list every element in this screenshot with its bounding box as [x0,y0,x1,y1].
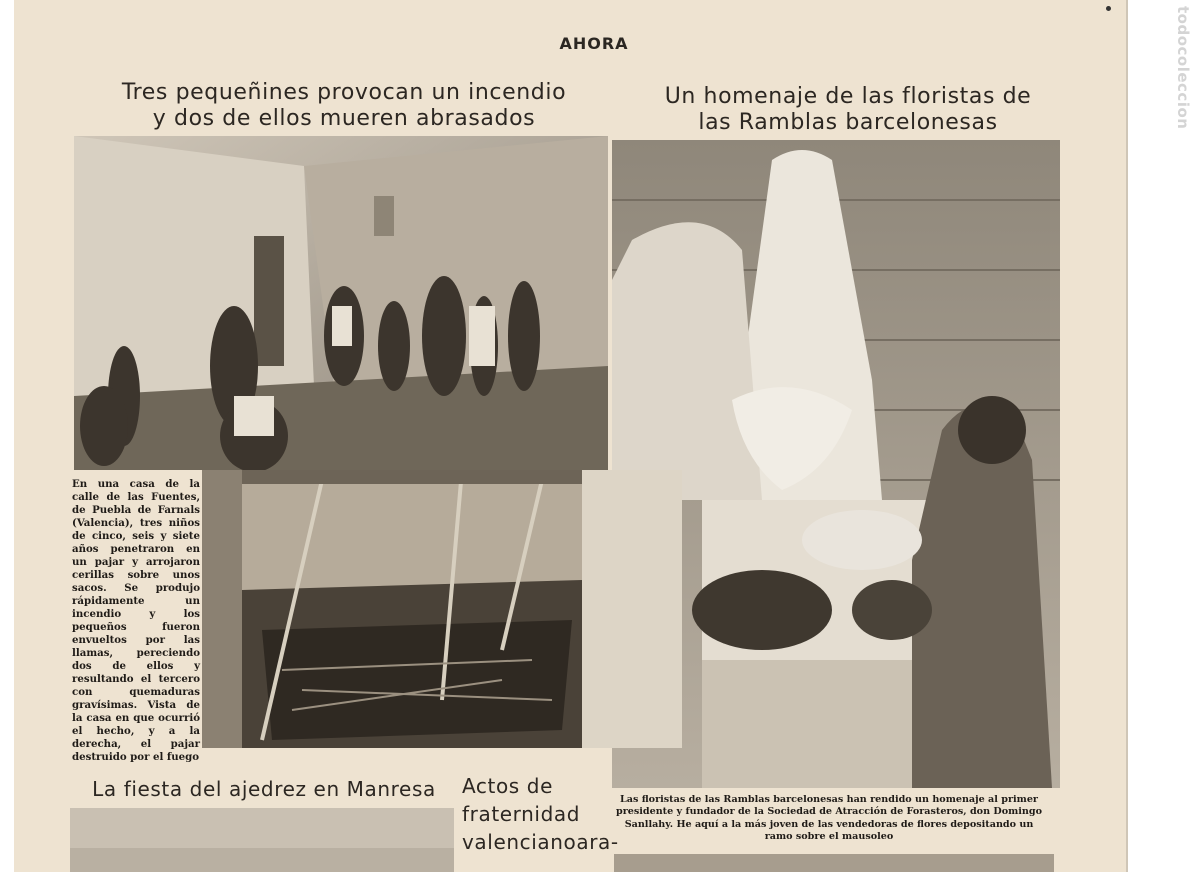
watermark-text: todocoleccion [1174,6,1192,130]
burned-barn-photo [202,470,682,748]
florists-headline-line1: Un homenaje de las floristas de [664,84,1032,109]
print-dot [1106,6,1111,11]
fire-caption: En una casa de la calle de las Fuentes, de Puebla de Farnals (Valencia), tres niños de cinco, seis y siete años penetraron en un pajar y arrojaron cerillas sobre unos sacos. Se produjo rápidamente un incendio y los pequeños fueron envueltos por las llamas, pereciendo dos de ellos y resultando el tercero con quemaduras gravísimas. Vista de la casa en que ocurrió el hecho, y a la derecha, el pajar destruido por el fuego [72,478,200,763]
burned-barn-image [202,470,682,748]
chess-headline: La fiesta del ajedrez en Manresa [92,777,436,801]
chess-image [70,808,454,872]
masthead: AHORA [559,34,629,53]
fire-headline-line1: Tres pequeñines provocan un incendio [121,80,567,105]
fire-headline [74,80,614,132]
watermark [1168,6,1192,206]
florists-caption: Las floristas de las Ramblas barcelonesas han rendido un homenaje al primer presidente y fundador de la Sociedad de Atracción de Forasteros, don Domingo Sanllahy. He aquí a la más joven de las vendedoras de flores depositando un ramo sobre el mausoleo [615,794,1042,843]
bottom-right-image [614,854,1054,872]
bottom-right-photo [614,854,1054,872]
newspaper-page [14,0,1126,872]
chess-photo [70,808,454,872]
street-crowd-image [74,136,608,470]
fire-headline-line2: y dos de ellos mueren abrasados [152,106,536,131]
street-crowd-photo [74,136,608,470]
florists-headline [620,84,1076,136]
fraternity-headline: Actos de fraternidad valencianoara- [462,774,619,854]
page-edge [1126,0,1128,872]
florists-headline-line2: las Ramblas barcelonesas [698,110,998,135]
